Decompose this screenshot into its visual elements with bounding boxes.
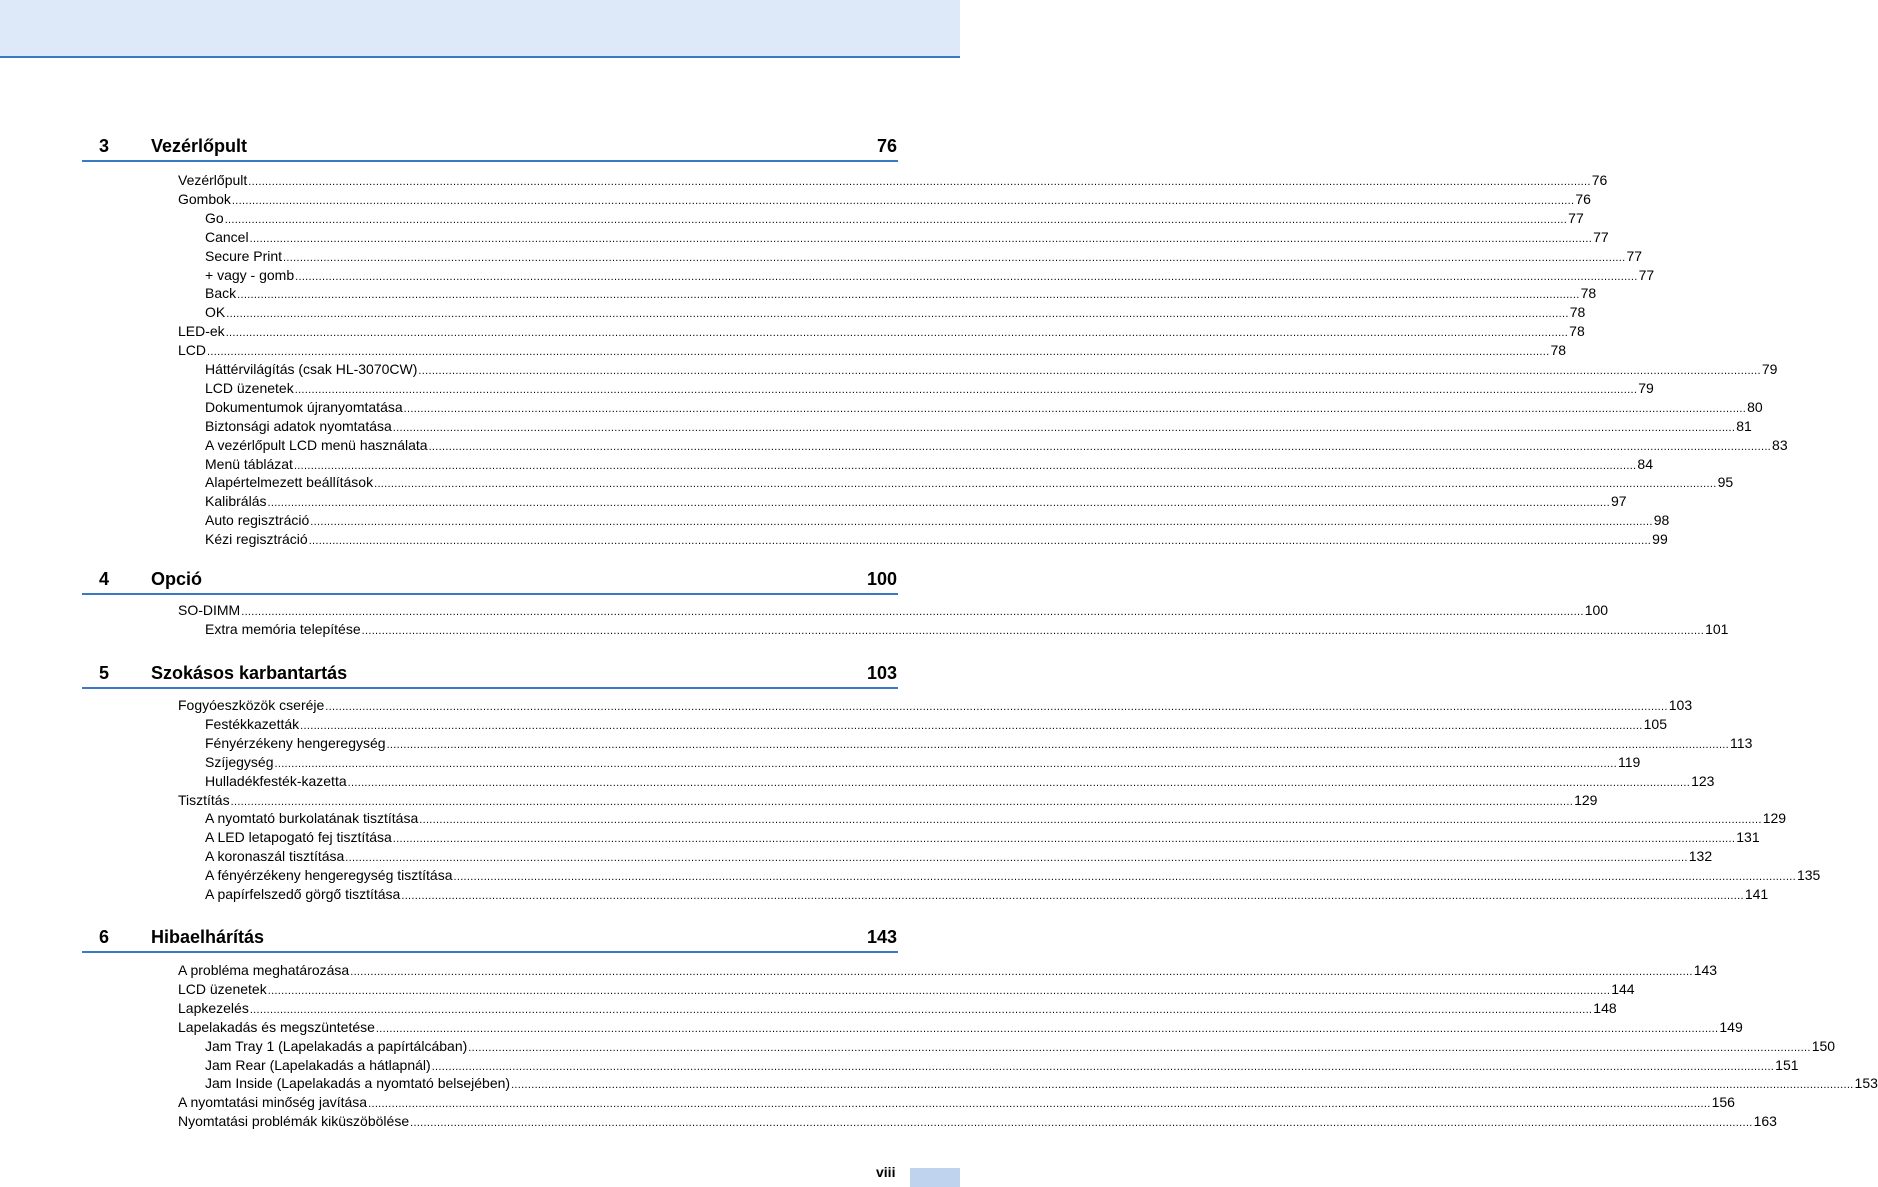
toc-entry-page: 131 (1736, 829, 1760, 846)
toc-entry-title: Dokumentumok újranyomtatása (205, 398, 403, 415)
toc-entry-page: 95 (1717, 474, 1734, 491)
toc-entry-title: Back (205, 285, 237, 302)
toc-entry[interactable] (205, 620, 1729, 639)
toc-entry-page: 78 (1569, 304, 1586, 321)
toc-entry-title: A nyomtatási minőség javítása (178, 1094, 368, 1111)
toc-entry[interactable] (205, 228, 1609, 247)
dot-leader: ................................................................................................................................................................................................................................................................................................................................................................................................................ (468, 1041, 1811, 1054)
toc-entry-title: Extra memória telepítése (205, 620, 361, 637)
chapter-heading[interactable] (82, 927, 898, 953)
toc-entry-title: Hulladékfesték-kazetta (205, 772, 347, 789)
dot-leader: ................................................................................................................................................................................................................................................................................................................................................................................................................ (293, 459, 1637, 472)
dot-leader: ................................................................................................................................................................................................................................................................................................................................................................................................................ (392, 833, 1736, 846)
chapter-heading[interactable] (82, 663, 898, 689)
toc-entry-title: Jam Tray 1 (Lapelakadás a papírtálcában) (205, 1037, 468, 1054)
dot-leader: ................................................................................................................................................................................................................................................................................................................................................................................................................ (308, 535, 1652, 548)
toc-entry-title: A LED letapogató fej tisztítása (205, 829, 392, 846)
chapter-title: Opció (151, 569, 203, 589)
dot-leader: ................................................................................................................................................................................................................................................................................................................................................................................................................ (300, 719, 1643, 732)
toc-entry-title: Menü táblázat (205, 455, 293, 472)
chapter-heading[interactable] (82, 136, 898, 162)
toc-entry-title: Lapkezelés (178, 999, 249, 1016)
toc-entry[interactable] (205, 436, 1788, 455)
chapter-title: Vezérlőpult (151, 136, 248, 156)
dot-leader: ................................................................................................................................................................................................................................................................................................................................................................................................................ (230, 795, 1574, 808)
chapter-number: 5 (99, 663, 110, 683)
toc-entry-title: Kalibrálás (205, 493, 267, 510)
dot-leader: ................................................................................................................................................................................................................................................................................................................................................................................................................ (403, 402, 1747, 415)
toc-entry-title: Fényérzékeny hengeregység (205, 734, 386, 751)
chapter-page: 143 (866, 927, 897, 947)
toc-entry[interactable] (205, 247, 1643, 266)
toc-entry-page: 78 (1550, 342, 1567, 359)
toc-entry-title: Háttérvilágítás (csak HL-3070CW) (205, 361, 418, 377)
chapter-heading[interactable] (82, 569, 898, 595)
toc-entry-title: A nyomtató burkolatának tisztítása (205, 810, 419, 827)
toc-entry-page: 153 (1854, 1075, 1878, 1092)
toc-entry-title: Jam Inside (Lapelakadás a nyomtató belsejében) (205, 1075, 511, 1092)
dot-leader: ................................................................................................................................................................................................................................................................................................................................................................................................................ (325, 701, 1668, 713)
toc-entry-page: 77 (1638, 266, 1655, 283)
toc-entry[interactable] (205, 829, 1760, 847)
toc-entry[interactable] (205, 304, 1586, 322)
dot-leader: ................................................................................................................................................................................................................................................................................................................................................................................................................ (428, 440, 1772, 453)
dot-leader: ................................................................................................................................................................................................................................................................................................................................................................................................................ (401, 890, 1744, 902)
chapter-page: 76 (876, 136, 897, 156)
toc-entry[interactable] (178, 1094, 1735, 1112)
toc-entry-page: 84 (1637, 455, 1653, 472)
toc-entry-page: 97 (1610, 493, 1627, 510)
chapter-title: Szokásos karbantartás (151, 663, 348, 683)
toc-entry-title: Fogyóeszközök cseréje (178, 697, 325, 713)
toc-entry[interactable] (205, 1037, 1836, 1056)
toc-entry-title: Festékkazetták (205, 715, 300, 732)
chapter-number: 4 (99, 569, 110, 589)
toc-entry-page: 129 (1574, 791, 1598, 808)
toc-entry-page: 119 (1617, 753, 1641, 770)
toc-entry[interactable] (205, 531, 1668, 549)
toc-entry-title: Biztonsági adatok nyomtatása (205, 417, 392, 434)
toc-entry-title: A vezérlőpult LCD menü használata (205, 436, 428, 453)
toc-entry[interactable] (178, 342, 1567, 360)
toc-entry-page: 144 (1611, 980, 1635, 997)
toc-entry-page: 141 (1744, 886, 1769, 902)
toc-entry[interactable] (178, 999, 1617, 1018)
dot-leader: ................................................................................................................................................................................................................................................................................................................................................................................................................ (231, 194, 1575, 207)
toc-entry[interactable] (205, 867, 1821, 885)
toc-entry-title: SO-DIMM (178, 602, 241, 618)
toc-entry-title: Secure Print (205, 247, 283, 264)
toc-entry[interactable] (205, 455, 1653, 474)
toc-entry[interactable] (205, 753, 1641, 772)
toc-entry[interactable] (178, 980, 1635, 999)
dot-leader: ................................................................................................................................................................................................................................................................................................................................................................................................................ (419, 814, 1762, 827)
dot-leader: ................................................................................................................................................................................................................................................................................................................................................................................................................ (241, 606, 1584, 618)
toc-entry[interactable] (178, 172, 1608, 190)
toc-entry-title: LCD üzenetek (205, 379, 294, 396)
toc-entry[interactable] (178, 697, 1693, 715)
dot-leader: ................................................................................................................................................................................................................................................................................................................................................................................................................ (511, 1079, 1854, 1092)
toc-entry[interactable] (205, 1075, 1878, 1093)
toc-entry-page: 100 (1584, 602, 1609, 618)
toc-entry-page: 83 (1772, 436, 1788, 453)
toc-entry-page: 77 (1568, 209, 1584, 226)
chapter-page: 100 (866, 569, 897, 589)
toc-entry-page: 101 (1705, 620, 1729, 637)
toc-entry-title: Cancel (205, 228, 249, 245)
toc-entry[interactable] (205, 810, 1787, 828)
dot-leader: ................................................................................................................................................................................................................................................................................................................................................................................................................ (224, 213, 1568, 226)
toc-entry-title: LED-ek (178, 323, 225, 340)
toc-entry-page: 105 (1643, 715, 1667, 732)
toc-entry[interactable] (178, 323, 1585, 341)
toc-entry-page: 77 (1626, 247, 1643, 264)
toc-entry-page: 79 (1638, 379, 1654, 396)
toc-entry-page: 113 (1730, 734, 1753, 751)
toc-entry-page: 76 (1591, 172, 1608, 188)
toc-entry[interactable] (178, 190, 1591, 209)
toc-entry[interactable] (205, 266, 1655, 285)
toc-entry-title: Gombok (178, 190, 231, 207)
toc-entry[interactable] (178, 791, 1598, 810)
dot-leader: ................................................................................................................................................................................................................................................................................................................................................................................................................ (375, 1022, 1719, 1035)
toc-entry-title: Tisztítás (178, 791, 230, 808)
dot-leader: ................................................................................................................................................................................................................................................................................................................................................................................................................ (453, 871, 1796, 884)
toc-entry-title: Vezérlőpult (178, 172, 248, 188)
chapter-title: Hibaelhárítás (151, 927, 265, 947)
toc-entry-title: Szíjegység (205, 753, 274, 770)
toc-entry-title: A papírfelszedő görgő tisztítása (205, 886, 401, 902)
toc-entry[interactable] (205, 474, 1734, 492)
dot-leader: ................................................................................................................................................................................................................................................................................................................................................................................................................ (374, 478, 1717, 491)
header-rule (0, 56, 960, 58)
toc-entry-page: 99 (1652, 531, 1668, 548)
toc-entry-page: 77 (1593, 228, 1609, 245)
toc-entry-page: 156 (1711, 1094, 1735, 1111)
toc-entry-page: 98 (1653, 512, 1670, 529)
footer-page-number: viii (876, 1164, 896, 1180)
dot-leader: ................................................................................................................................................................................................................................................................................................................................................................................................................ (267, 497, 1610, 510)
dot-leader: ................................................................................................................................................................................................................................................................................................................................................................................................................ (392, 421, 1736, 434)
toc-entry-page: 78 (1580, 285, 1597, 302)
dot-leader: ................................................................................................................................................................................................................................................................................................................................................................................................................ (226, 308, 1569, 321)
toc-entry-title: Go (205, 209, 224, 226)
toc-entry[interactable] (205, 209, 1584, 228)
toc-entry-page: 129 (1762, 810, 1787, 827)
toc-entry-page: 81 (1736, 417, 1752, 434)
dot-leader: ................................................................................................................................................................................................................................................................................................................................................................................................................ (237, 289, 1580, 302)
dot-leader: ................................................................................................................................................................................................................................................................................................................................................................................................................ (386, 738, 1730, 751)
chapter-number: 6 (99, 927, 110, 947)
toc-entry-title: Nyomtatási problémák kiküszöbölése (178, 1113, 410, 1130)
toc-entry-page: 135 (1796, 867, 1821, 884)
toc-entry[interactable] (178, 962, 1718, 980)
toc-entry-page: 149 (1719, 1018, 1743, 1035)
header-band (0, 0, 960, 56)
dot-leader: ................................................................................................................................................................................................................................................................................................................................................................................................................ (225, 327, 1569, 340)
toc-entry-page: 163 (1753, 1113, 1777, 1130)
dot-leader: ................................................................................................................................................................................................................................................................................................................................................................................................................ (431, 1060, 1775, 1073)
toc-entry[interactable] (178, 1113, 1777, 1131)
toc-entry[interactable] (205, 361, 1778, 379)
dot-leader: ................................................................................................................................................................................................................................................................................................................................................................................................................ (350, 966, 1693, 978)
toc-entry-title: Lapelakadás és megszüntetése (178, 1018, 375, 1035)
toc-entry[interactable] (205, 285, 1597, 303)
toc-entry-title: Kézi regisztráció (205, 531, 308, 548)
dot-leader: ................................................................................................................................................................................................................................................................................................................................................................................................................ (294, 383, 1638, 396)
toc-entry[interactable] (205, 772, 1715, 791)
toc-entry[interactable] (205, 417, 1752, 436)
toc-entry[interactable] (178, 1018, 1743, 1037)
dot-leader: ................................................................................................................................................................................................................................................................................................................................................................................................................ (248, 176, 1591, 188)
dot-leader: ................................................................................................................................................................................................................................................................................................................................................................................................................ (207, 346, 1550, 359)
toc-entry[interactable] (205, 886, 1769, 904)
dot-leader: ................................................................................................................................................................................................................................................................................................................................................................................................................ (267, 984, 1611, 997)
toc-entry-page: 150 (1811, 1037, 1836, 1054)
toc-entry[interactable] (205, 398, 1763, 417)
toc-entry[interactable] (205, 715, 1667, 734)
toc-entry[interactable] (205, 493, 1627, 511)
toc-entry-title: Alapértelmezett beállítások (205, 474, 374, 491)
toc-entry-page: 132 (1688, 848, 1713, 865)
toc-entry-page: 79 (1761, 361, 1778, 377)
dot-leader: ................................................................................................................................................................................................................................................................................................................................................................................................................ (345, 852, 1688, 865)
toc-entry[interactable] (205, 379, 1654, 398)
toc-entry[interactable] (205, 512, 1670, 530)
toc-entry-page: 80 (1747, 398, 1763, 415)
toc-entry-title: A koronaszál tisztítása (205, 848, 345, 865)
dot-leader: ................................................................................................................................................................................................................................................................................................................................................................................................................ (274, 757, 1617, 770)
dot-leader: ................................................................................................................................................................................................................................................................................................................................................................................................................ (418, 365, 1761, 377)
toc-entry-page: 151 (1775, 1056, 1799, 1073)
toc-entry[interactable] (205, 734, 1753, 753)
dot-leader: ................................................................................................................................................................................................................................................................................................................................................................................................................ (368, 1098, 1711, 1111)
toc-entry-title: + vagy - gomb (205, 266, 295, 283)
toc-entry[interactable] (205, 1056, 1799, 1075)
dot-leader: ................................................................................................................................................................................................................................................................................................................................................................................................................ (310, 516, 1653, 529)
toc-entry-title: Jam Rear (Lapelakadás a hátlapnál) (205, 1056, 431, 1073)
footer-tab (910, 1168, 960, 1187)
toc-entry-title: A probléma meghatározása (178, 962, 350, 978)
dot-leader: ................................................................................................................................................................................................................................................................................................................................................................................................................ (361, 624, 1705, 637)
toc-entry-page: 78 (1569, 323, 1585, 340)
toc-entry-title: Auto regisztráció (205, 512, 310, 529)
toc-entry-title: OK (205, 304, 226, 321)
dot-leader: ................................................................................................................................................................................................................................................................................................................................................................................................................ (283, 251, 1626, 264)
toc-entry-page: 103 (1668, 697, 1693, 713)
dot-leader: ................................................................................................................................................................................................................................................................................................................................................................................................................ (410, 1117, 1753, 1130)
toc-entry-title: LCD (178, 342, 207, 359)
dot-leader: ................................................................................................................................................................................................................................................................................................................................................................................................................ (295, 270, 1638, 283)
toc-entry-page: 148 (1593, 999, 1617, 1016)
toc-entry[interactable] (205, 848, 1713, 866)
toc-entry-title: LCD üzenetek (178, 980, 267, 997)
dot-leader: ................................................................................................................................................................................................................................................................................................................................................................................................................ (249, 1003, 1593, 1016)
toc-entry-page: 123 (1691, 772, 1715, 789)
dot-leader: ................................................................................................................................................................................................................................................................................................................................................................................................................ (249, 232, 1593, 245)
dot-leader: ................................................................................................................................................................................................................................................................................................................................................................................................................ (347, 776, 1691, 789)
toc-entry-page: 143 (1693, 962, 1718, 978)
chapter-page: 103 (866, 663, 897, 683)
toc-entry[interactable] (178, 602, 1609, 620)
toc-entry-page: 76 (1575, 190, 1591, 207)
chapter-number: 3 (99, 136, 110, 156)
toc-entry-title: A fényérzékeny hengeregység tisztítása (205, 867, 453, 884)
